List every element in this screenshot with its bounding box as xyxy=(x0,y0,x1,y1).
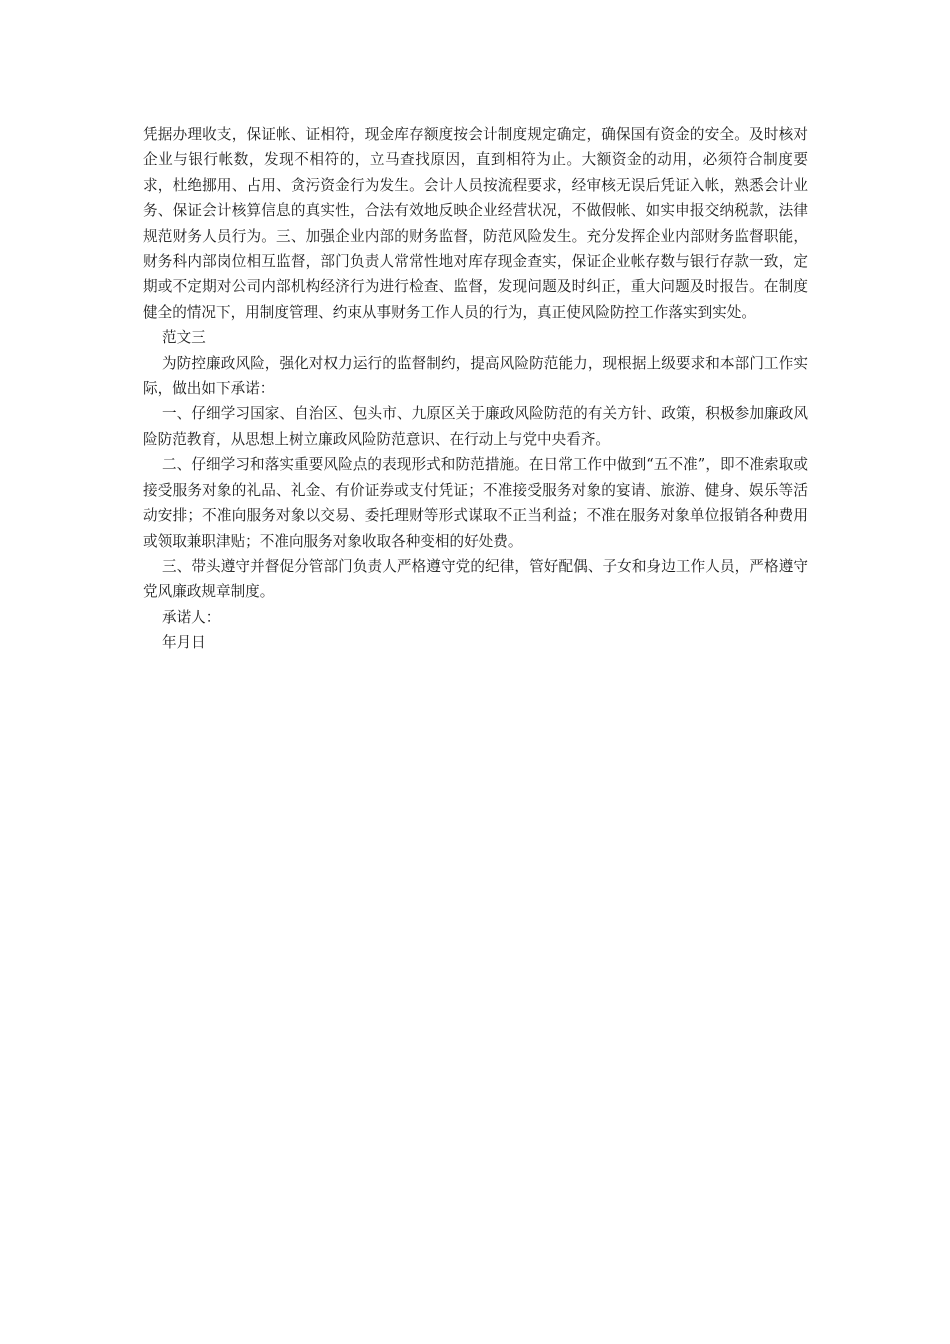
paragraph-intro: 为防控廉政风险，强化对权力运行的监督制约，提高风险防范能力，现根据上级要求和本部门工作实际，做出如下承诺： xyxy=(143,354,808,398)
date-label: 年月日 xyxy=(161,634,206,652)
paragraph-pledge-2: 二、仔细学习和落实重要风险点的表现形式和防范措施。在日常工作中做到“五不准”，即不准索取或接受服务对象的礼品、礼金、有价证券或支付凭证；不准接受服务对象的宴请、旅游、健身、娱乐等活动安排；不准向服务对象以交易、委托理财等形式谋取不正当利益；不准在服务对象单位报销各种费用或领取兼职津贴；不准向服务对象收取各种变相的好处费。 xyxy=(143,456,808,550)
paragraph-pledge-1: 一、仔细学习国家、自治区、包头市、九原区关于廉政风险防范的有关方针、政策，积极参加廉政风险防范教育，从思想上树立廉政风险防范意识、在行动上与党中央看齐。 xyxy=(143,405,808,448)
section-heading: 范文三 xyxy=(161,329,206,347)
document-body xyxy=(143,122,808,656)
paragraph-continuation: 凭据办理收支，保证帐、证相符，现金库存额度按会计制度规定确定，确保国有资金的安全。及时核对企业与银行帐数，发现不相符的，立马查找原因，直到相符为止。大额资金的动用，必须符合制度要求，杜绝挪用、占用、贪污资金行为发生。会计人员按流程要求，经审核无误后凭证入帐，熟悉会计业务、保证会计核算信息的真实性，合法有效地反映企业经营状况，不做假帐、如实申报交纳税款，法律规范财务人员行为。三、加强企业内部的财务监督，防范风险发生。充分发挥企业内部财务监督职能，财务科内部岗位相互监督，部门负责人常常性地对库存现金查实，保证企业帐存数与银行存款一致，定期或不定期对公司内部机构经济行为进行检查、监督，发现问题及时纠正，重大问题及时报告。在制度健全的情况下，用制度管理、约束从事财务工作人员的行为，真正使风险防控工作落实到实处。 xyxy=(143,126,808,321)
paragraph-pledge-3: 三、带头遵守并督促分管部门负责人严格遵守党的纪律，管好配偶、子女和身边工作人员，严格遵守党风廉政规章制度。 xyxy=(143,557,808,601)
signature-label: 承诺人： xyxy=(161,608,221,626)
